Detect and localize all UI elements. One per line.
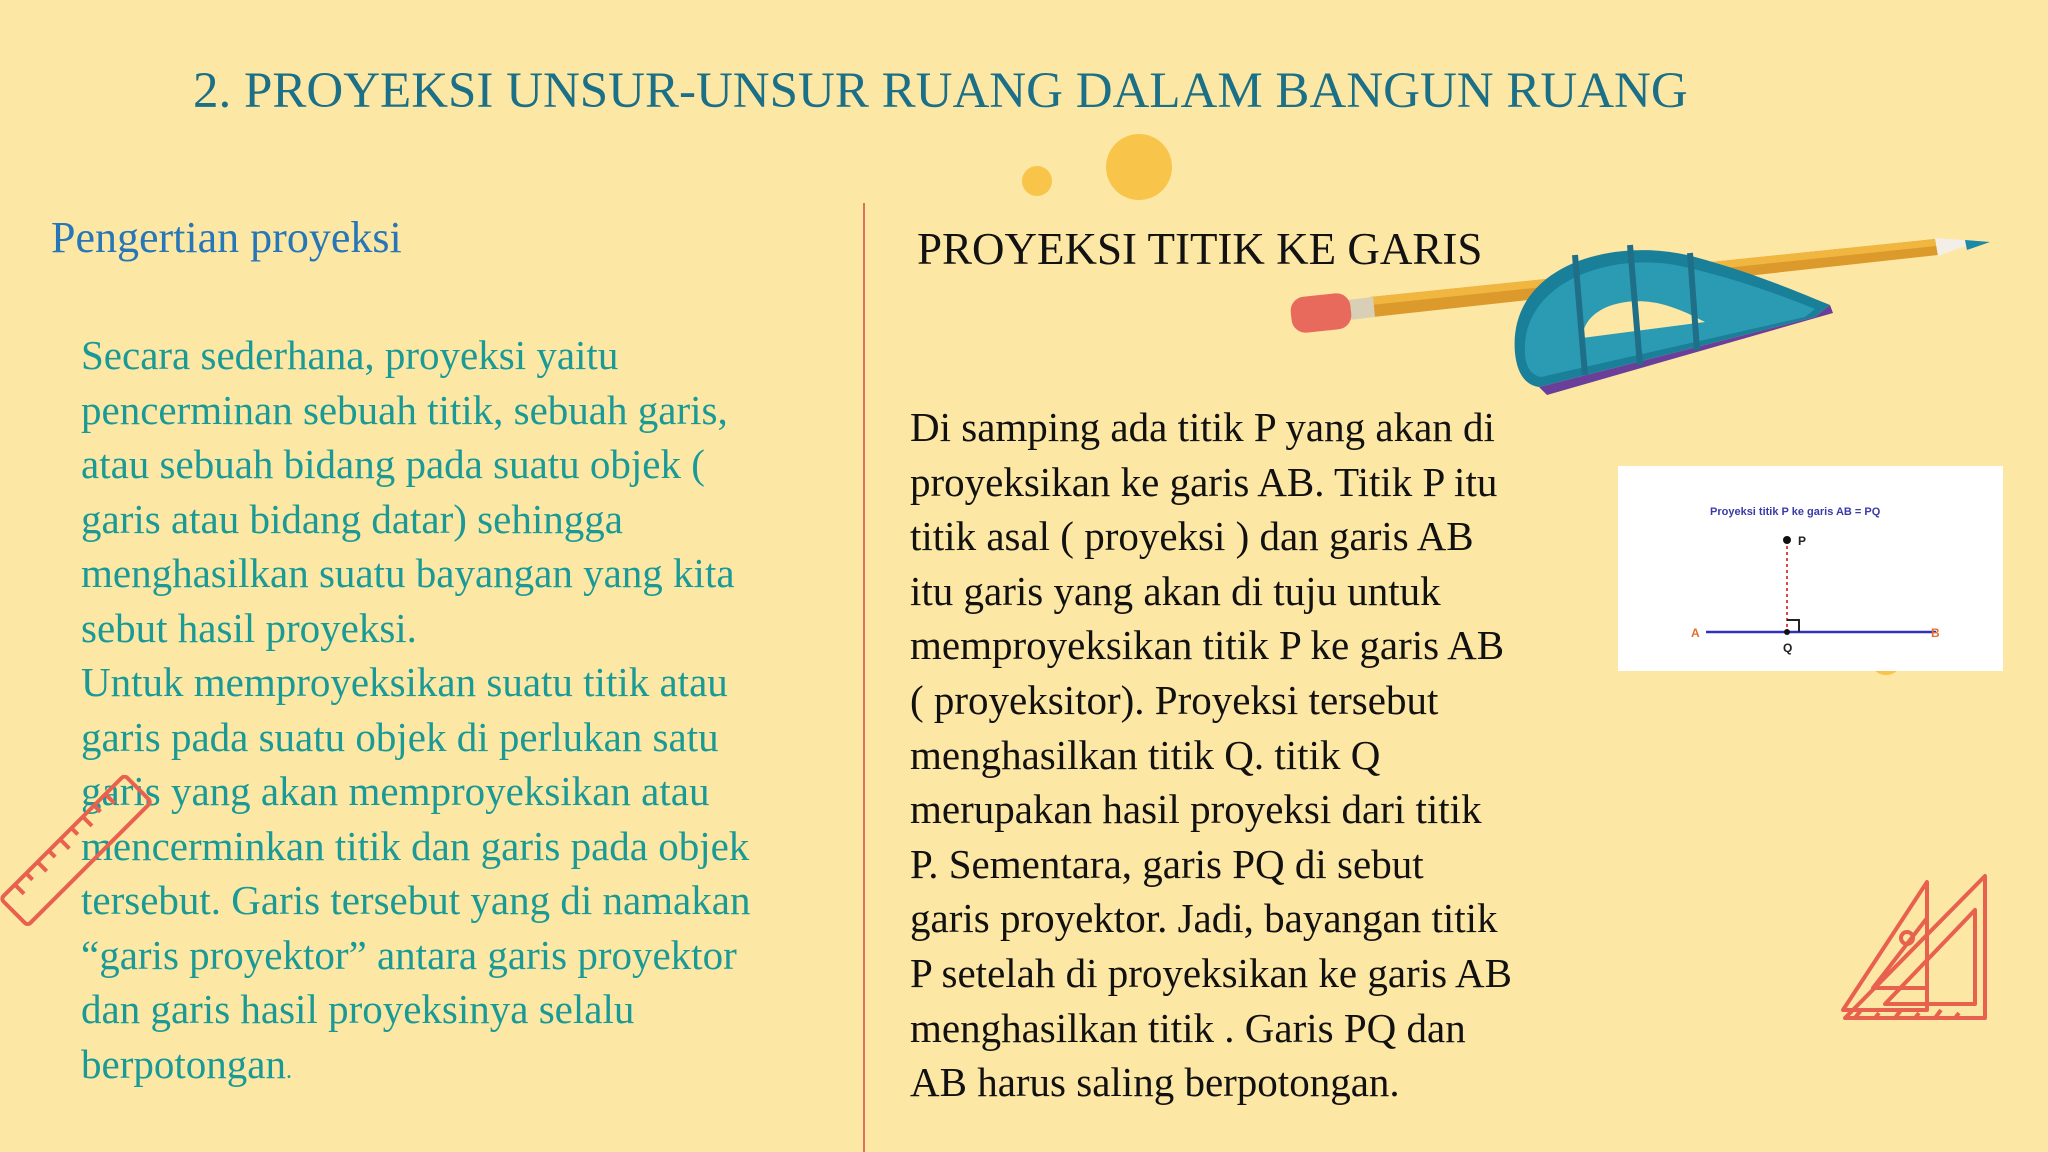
right-body xyxy=(910,400,1610,1110)
definition-paragraph: Secara sederhana, proyeksi yaitu pencerminan sebuah titik, sebuah garis, atau sebuah bidang pada suatu objek ( garis atau bidang datar) sehingga menghasilkan suatu bayangan yang kita sebut hasil proyeksi. xyxy=(81,332,735,651)
right-heading: PROYEKSI TITIK KE GARIS xyxy=(917,224,1483,274)
projection-figure xyxy=(1618,466,2003,671)
large-dot xyxy=(1106,134,1172,200)
set-square-icon xyxy=(1835,870,1995,1030)
column-divider xyxy=(863,203,865,1152)
page-title: 2. PROYEKSI UNSUR-UNSUR RUANG DALAM BANGUN RUANG xyxy=(193,63,1688,119)
explanation-paragraph xyxy=(81,655,841,1098)
label-b: B xyxy=(1931,626,1940,640)
decorative-dots xyxy=(1015,130,1190,205)
explanation-period: . xyxy=(285,1057,292,1084)
label-p: P xyxy=(1798,534,1807,548)
left-body xyxy=(81,328,841,1098)
point-p xyxy=(1783,536,1791,544)
label-q: Q xyxy=(1783,641,1793,655)
small-dot xyxy=(1022,166,1052,196)
label-a: A xyxy=(1691,626,1700,640)
explanation-text: Untuk memproyeksikan suatu titik atau garis pada suatu objek di perlukan satu garis yang akan memproyeksikan atau mencerminkan titik dan garis pada objek tersebut. Garis tersebut yang di namakan “garis proyektor” antara garis proyektor dan garis hasil proyeksinya selalu berpotongan xyxy=(81,659,751,1087)
point-q xyxy=(1784,629,1790,635)
figure-caption: Proyeksi titik P ke garis AB = PQ xyxy=(1710,506,1881,518)
left-heading: Pengertian proyeksi xyxy=(51,213,402,262)
projection-paragraph: Di samping ada titik P yang akan di proyeksikan ke garis AB. Titik P itu titik asal ( proyeksi ) dan garis AB itu garis yang akan di tuju untuk memproyeksikan titik P ke garis AB ( proyeksitor). Proyeksi tersebut menghasilkan titik Q. titik Q merupakan hasil proyeksi dari titik P. Sementara, garis PQ di sebut garis proyektor. Jadi, bayangan titik P setelah di proyeksikan ke garis AB menghasilkan titik . Garis PQ dan AB harus saling berpotongan. xyxy=(910,404,1512,1106)
ruler-icon xyxy=(0,775,160,935)
